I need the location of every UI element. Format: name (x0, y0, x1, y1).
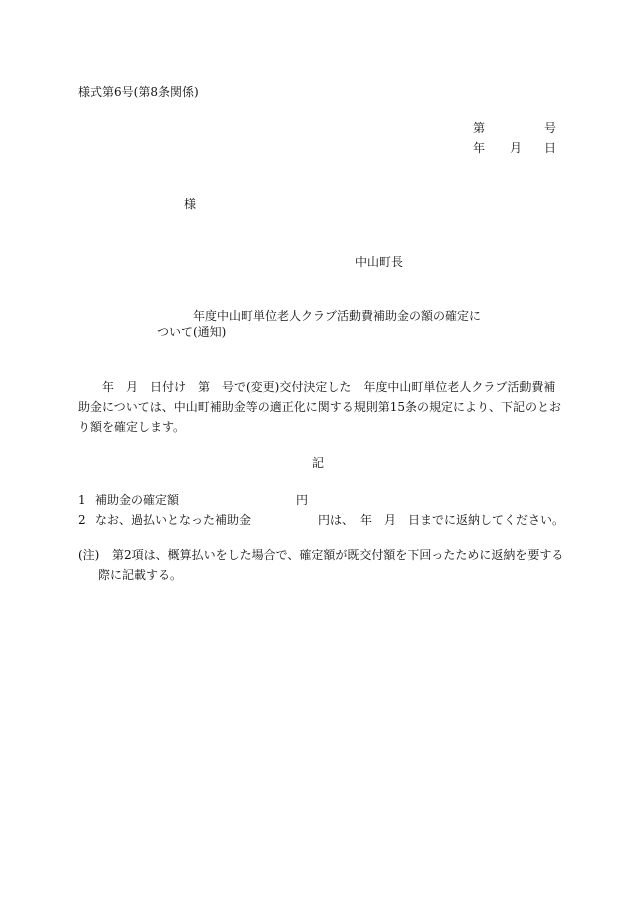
date-day: 日 (544, 141, 557, 155)
note-line-2: 際に記載する。 (98, 568, 183, 582)
note-label: (注) (78, 548, 100, 562)
item-2-text-a: なお、過払いとなった補助金 (95, 513, 252, 527)
doc-number-dai: 第 (473, 121, 486, 135)
body-line-2: 助金については、中山町補助金等の適正化に関する規則第15条の規定により、下記のとお (78, 400, 562, 414)
addressee-suffix: 様 (184, 197, 197, 211)
body-line-1: 年 月 日付け 第 号で(変更)交付決定した 年度中山町単位老人クラブ活動費補 (102, 380, 556, 394)
title-line-1: 年度中山町単位老人クラブ活動費補助金の額の確定に (193, 309, 482, 323)
item-1-label: 補助金の確定額 (95, 493, 180, 507)
issuer: 中山町長 (355, 255, 404, 269)
date-month: 月 (510, 141, 523, 155)
title-line-2: ついて(通知) (157, 325, 227, 339)
item-1-number: 1 (78, 493, 86, 507)
body-line-3: り額を確定します。 (78, 420, 186, 434)
item-2-text-b: 円は、 年 月 日までに返納してください。 (318, 513, 565, 527)
note-line-1: 第2項は、概算払いをした場合で、確定額が既交付額を下回ったために返納を要する (112, 548, 564, 562)
ki-heading: 記 (312, 456, 325, 470)
date-year: 年 (473, 141, 486, 155)
item-2-number: 2 (78, 513, 86, 527)
form-number: 様式第6号(第8条関係) (78, 85, 199, 99)
item-1-unit: 円 (296, 493, 309, 507)
doc-number-go: 号 (544, 121, 557, 135)
